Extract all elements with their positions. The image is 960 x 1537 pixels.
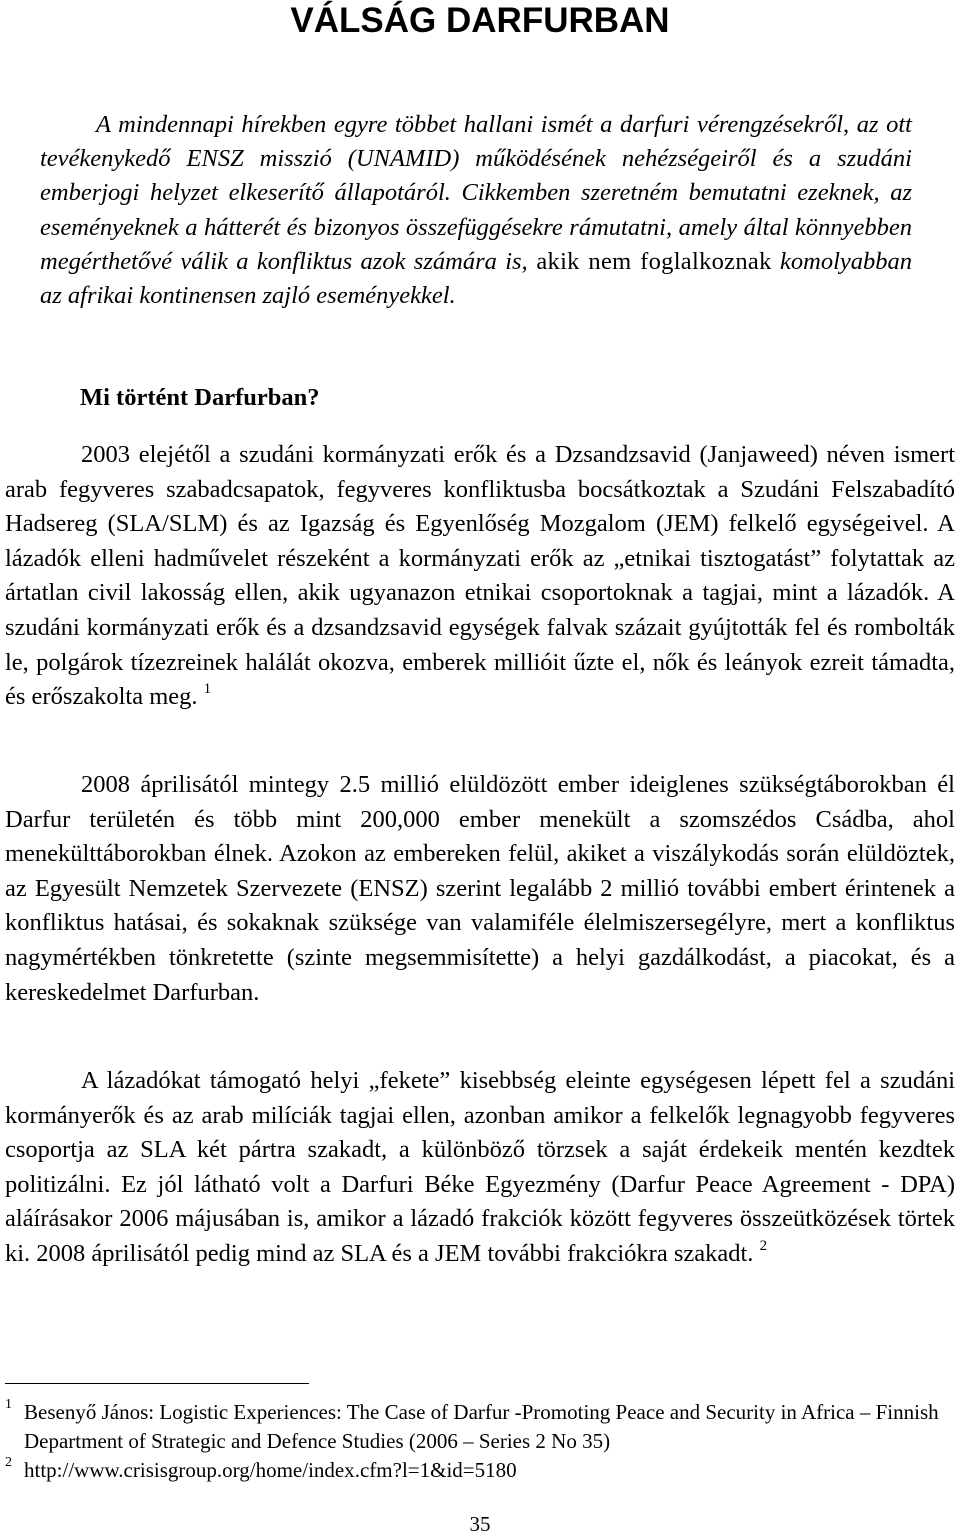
paragraph-text: 2008 áprilisától mintegy 2.5 millió elüldözött ember ideiglenes szükségtáborokban él Darfur területén és több mint 200,000 ember menekült a szomszédos Csádba, ahol menekülttáborokban élnek. Azokon az embereken felül, akiket a viszálykodás során elüldöztek, az Egyesült Nemzetek Szervezete (ENSZ) szerint legalább 2 millió további embert érintenek a konfliktus hatásai, és sokaknak szüksége van valamiféle élelmiszersegélyre, mert a konfliktus nagymértékben tönkretette (szinte megsemmisítette) a helyi gazdálkodást, a piacokat, és a kereskedelmet Darfurban. [5, 771, 955, 1006]
abstract-italic: A mindennapi hírekben egyre többet hallani ismét a darfuri vérengzésekről, az ott tevékenykedő ENSZ misszió (UNAMID) működésének nehézségeiről és a szudáni emberjogi helyzet elkeserítő állapotáról. Cikkemben szeretném bemutatni ezeknek, az eseményeknek a hátterét és bizonyos összefüggésekre rámutatni, amely által könnyebben megérthetővé válik a konfliktus azok számára is, [40, 111, 912, 275]
footnote-2 [5, 1456, 955, 1485]
body-paragraph-1 [5, 438, 955, 715]
page-number: 35 [469, 1512, 491, 1536]
footnote-reference[interactable]: 1 [203, 681, 212, 698]
section-heading: Mi történt Darfurban? [80, 384, 320, 411]
paragraph-text: 2003 elejétől a szudáni kormányzati erők és a Dzsandzsavid (Janjaweed) néven ismert arab fegyveres szabadcsapatok, fegyveres konfliktusba bocsátkoztak a Szudáni Felszabadító Hadsereg (SLA/SLM) és az Igazság és Egyenlőség Mozgalom (JEM) felkelő egységeivel. A lázadók elleni hadművelet részeként a kormányzati erők az „etnikai tisztogatást” folytattak az ártatlan civil lakosság ellen, akik ugyanazon etnikai csoportoknak a tagjai, mint a lázadók. A szudáni kormányzati erők és a dzsandzsavid egységek falvak százait gyújtották fel és rombolták le, polgárok tízezreinek halálát okozva, emberek millióit űzte el, nők és leányok ezreit támadta, és erőszakolta meg. [5, 441, 955, 711]
footnote-link[interactable]: http://www.crisisgroup.org/home/index.cfm?l=1&id=5180 [24, 1458, 517, 1482]
page-title: VÁLSÁG DARFURBAN [290, 1, 670, 40]
footnote-number: 2 [5, 1455, 12, 1470]
footnote-text: Besenyő János: Logistic Experiences: The Case of Darfur -Promoting Peace and Security in Africa – Finnish Department of Strategic and Defence Studies (2006 – Series 2 No 35) [24, 1400, 939, 1453]
abstract-upright: akik nem foglalkoznak [527, 247, 772, 275]
footnote-number: 1 [5, 1397, 12, 1412]
abstract [40, 108, 912, 313]
footnotes [5, 1398, 955, 1485]
body-paragraph-3 [5, 1064, 955, 1272]
footnote-1 [5, 1398, 955, 1456]
body-paragraph-2 [5, 768, 955, 1010]
footnote-reference[interactable]: 2 [759, 1237, 768, 1254]
abstract-italic-end: komolyabban az afrikai kontinensen zajló eseményekkel. [40, 247, 913, 310]
abstract-text [40, 108, 912, 313]
footnote-divider [5, 1383, 309, 1384]
paragraph-text: A lázadókat támogató helyi „fekete” kisebbség eleinte egységesen lépett fel a szudáni kormányerők és az arab milíciák tagjai ellen, azonban amikor a felkelők legnagyobb fegyveres csoportja az SLA két pártra szakadt, a különböző törzsek a saját érdekeik mentén kezdtek politizálni. Ez jól látható volt a Darfuri Béke Egyezmény (Darfur Peace Agreement - DPA) aláírásakor 2006 májusában is, amikor a lázadó frakciók között fegyveres összeütközések törtek ki. 2008 áprilisától pedig mind az SLA és a JEM további frakciókra szakadt. [5, 1067, 955, 1267]
